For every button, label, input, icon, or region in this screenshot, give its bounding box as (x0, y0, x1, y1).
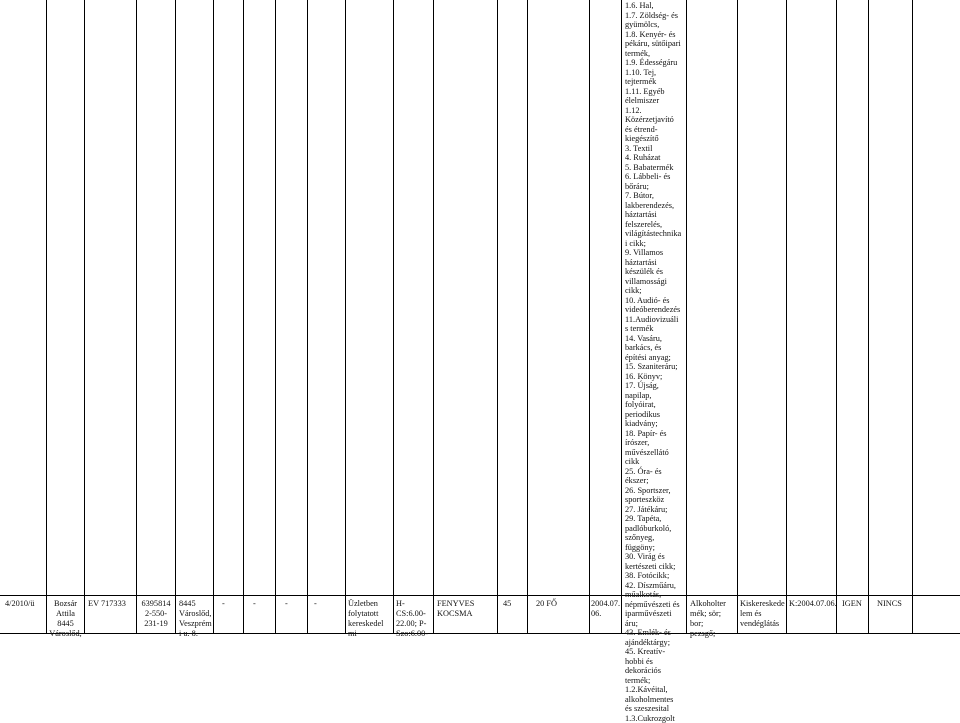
column-divider (786, 0, 787, 634)
row-top-border (0, 595, 960, 596)
column-divider (275, 0, 276, 634)
column-divider (213, 0, 214, 634)
placeholder-dash: - (222, 599, 225, 608)
tax-number: 6395814 2-550- 231-19 (141, 599, 171, 628)
column-divider (243, 0, 244, 634)
column-divider (497, 0, 498, 634)
column-divider (912, 0, 913, 634)
column-divider (136, 0, 137, 634)
column-divider (307, 0, 308, 634)
column-divider (393, 0, 394, 634)
column-divider (737, 0, 738, 634)
start-date: 2004.07. 06. (591, 599, 621, 618)
column-divider (527, 0, 528, 634)
registry-id: 4/2010/ü (5, 599, 35, 608)
placeholder-dash: - (253, 599, 256, 608)
placeholder-dash: - (285, 599, 288, 608)
column-divider (868, 0, 869, 634)
column-divider (836, 0, 837, 634)
floor-area: 45 (503, 599, 512, 608)
license-type: EV 717333 (88, 599, 126, 608)
column-divider (84, 0, 85, 634)
activity-type: Üzletben folytatott kereskedel mi (348, 599, 384, 638)
column-divider (175, 0, 176, 634)
column-divider (46, 0, 47, 634)
column-divider (621, 0, 622, 634)
excise-goods: Alkoholter mék; sör; bor; pezsgő; (690, 599, 726, 638)
staff-count: 20 FŐ (536, 599, 557, 608)
shop-name: FENYVES KOCSMA (437, 599, 475, 618)
flag-yes: IGEN (842, 599, 862, 608)
product-list: 1.6. Hal, 1.7. Zöldség- és gyümölcs, 1.8. Kenyér- és pékáru, sütőipari termék, 1.9. Édességáru 1.10. Tej, tejtermék 1.11. Egyéb élelmiszer 1.12. Közérzetjavító és étrend- kiegészítő 3. Textil 4. Ruházat 5. Babatermék 6. Lábbeli- és bőráru; 7. Bútor, lakberendezés, háztartási felszerelés, világítástechnika i cikk; 9. Villamos háztartási készülék és villamossági cikk; 10. Audió- és videóberendezés 11.Audiovizuáli s termék 14. Vasáru, barkács, és építési anyag; 15. Szaniteráru; 16. Könyv; 17. Újság, napilap, folyóirat, periodikus kiadvány; 18. Papír- és írószer, művészellátó cikk 25. Óra- és ékszer; 26. Sportszer, sporteszköz 27. Játékáru; 29. Tapéta, padlóburkoló, szőnyeg, függöny; 30. Virág és kertészeti cikk; 38. Fotócikk; 42. Díszműáru, műalkotás, népművészeti és iparművészeti áru; 43. Emlék- és ajándéktárgy; 45. Kreatív- hobbi és dekorációs termék; 1.2.Kávéital, alkoholmentes és szeszesital 1.3.Cukrozgolt (625, 1, 682, 723)
owner-name: Bozsár Attila 8445 Városlőd, (49, 599, 82, 638)
column-divider (433, 0, 434, 634)
column-divider (345, 0, 346, 634)
column-divider (589, 0, 590, 634)
flag-no: NINCS (877, 599, 902, 608)
shop-address: 8445 Városlőd, Veszprém i u. 8. (179, 599, 212, 638)
change-date: K:2004.07.06. (789, 599, 837, 608)
business-category: Kiskereskede lem és vendéglátás (740, 599, 785, 628)
opening-hours: H- CS:6.00- 22.00; P- Szo:6.00- (396, 599, 429, 638)
placeholder-dash: - (314, 599, 317, 608)
